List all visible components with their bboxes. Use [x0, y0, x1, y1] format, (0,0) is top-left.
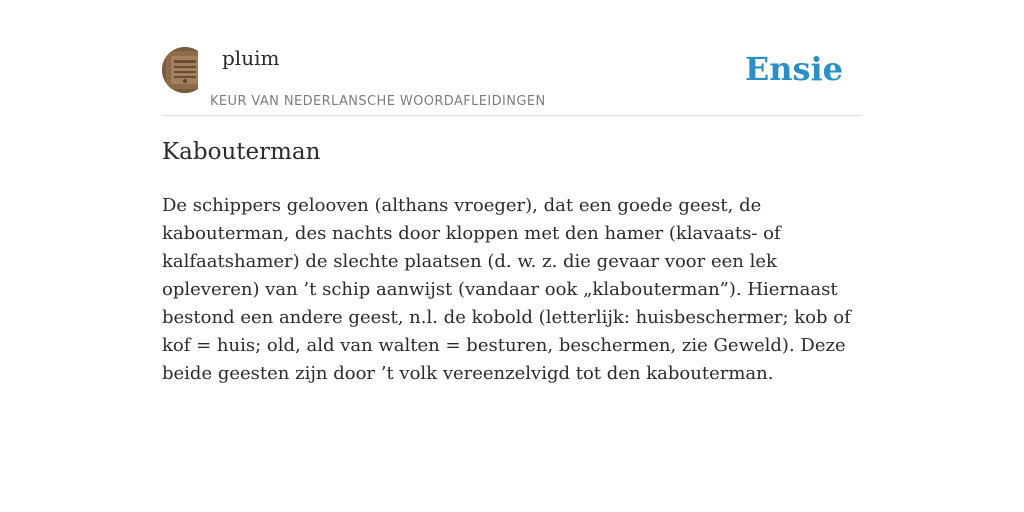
source-dictionary-title[interactable]: KEUR VAN NEDERLANSCHE WOORDAFLEIDINGEN	[210, 94, 546, 109]
author-name[interactable]: pluim	[222, 46, 280, 70]
entry-title: Kabouterman	[162, 139, 321, 165]
entry-definition: De schippers gelooven (althans vroeger), dat een goede geest, de kabouterman, des nachts door kloppen met den hamer (klavaats- of kalfaatshamer) de slechte plaatsen (d. w. z. die gevaar voor een lek opleveren) van ’t schip aanwijst (vandaar ook „klabouterman”). Hiernaast bestond een andere geest, n.l. de kobold (letterlijk: huisbeschermer; kob of kof = huis; old, ald van walten = besturen, beschermen, zie Geweld). Deze beide geesten zijn door ’t volk vereenzelvigd tot den kabouterman.	[162, 195, 851, 384]
header	[162, 40, 862, 116]
ensie-logo[interactable]: Ensie	[744, 50, 843, 88]
book-cover-avatar-icon[interactable]	[162, 47, 208, 93]
